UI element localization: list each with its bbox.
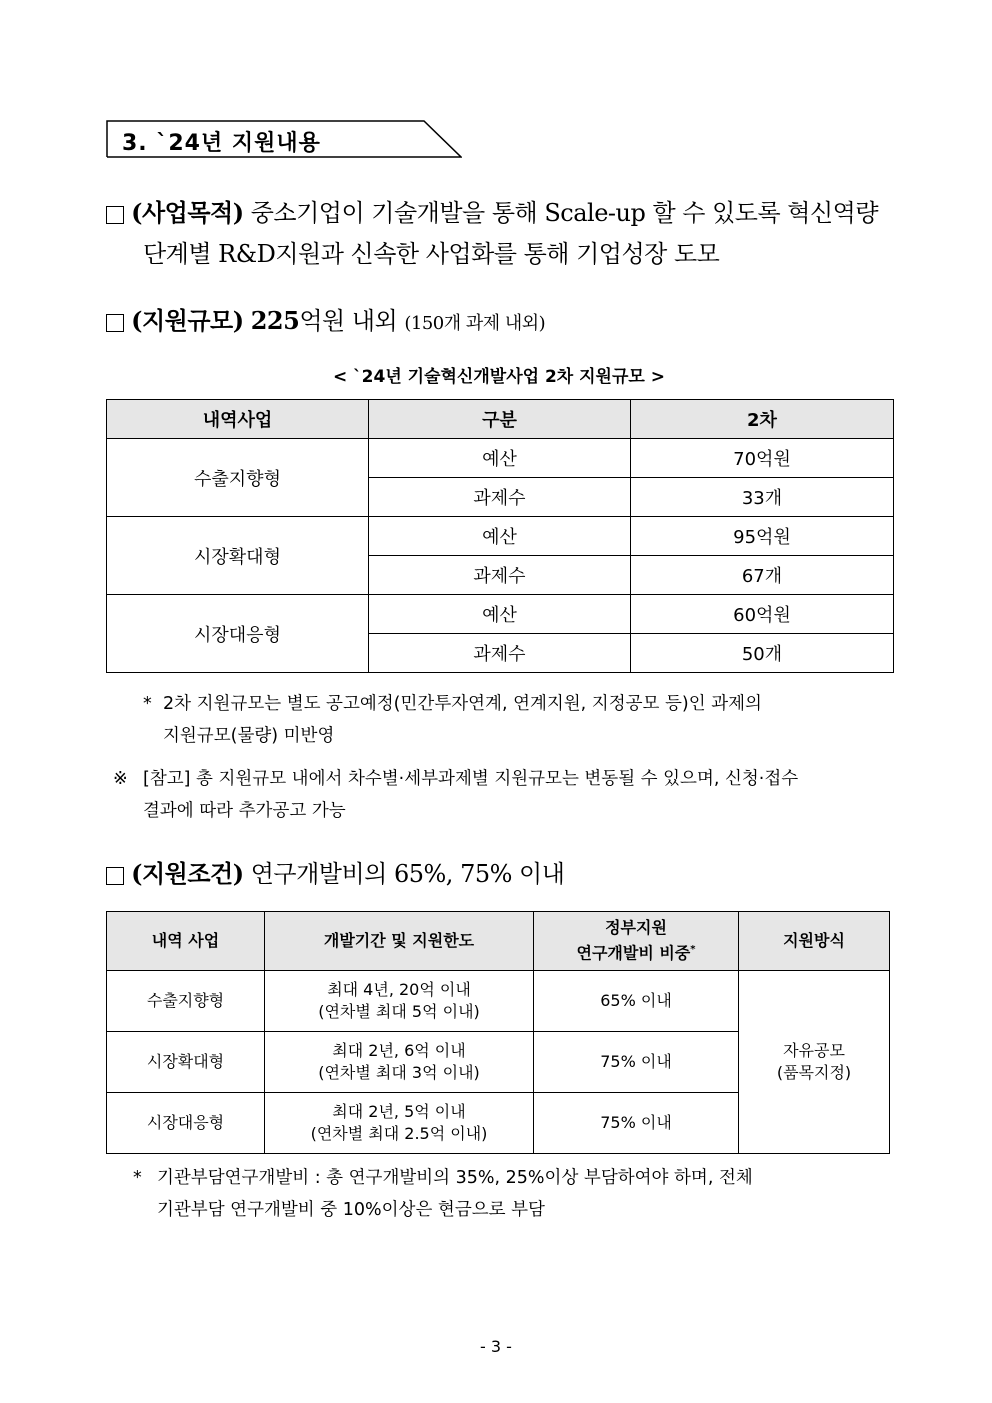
method-line: (품목지정): [776, 1063, 852, 1082]
value-cell: 67개: [631, 556, 894, 595]
note3-line1: 기관부담연구개발비 : 총 연구개발비의 35%, 25%이상 부담하여야 하며, 전체: [157, 1168, 753, 1188]
period-line: 최대 4년, 20억 이내: [327, 980, 471, 999]
scale-label: (지원규모): [131, 306, 244, 335]
category-cell: 예산: [369, 595, 631, 634]
scale-amount-text: 억원 내외: [299, 307, 398, 335]
scale-line: [106, 303, 545, 342]
category-cell: 과제수: [369, 634, 631, 673]
header-cell: 개발기간 및 지원한도: [265, 912, 534, 971]
value-cell: 95억원: [631, 517, 894, 556]
checkbox-square-icon: [106, 867, 124, 885]
method-line: 자유공모: [783, 1041, 845, 1060]
period-cell: [265, 1093, 534, 1154]
period-cell: [265, 971, 534, 1032]
conditions-label: (지원조건): [131, 859, 244, 888]
period-line: (연차별 최대 2.5억 이내): [310, 1124, 488, 1143]
table-header-row: [107, 400, 894, 439]
program-name: 시장확대형: [107, 1032, 265, 1093]
header-cell: [534, 912, 739, 971]
program-name: 수출지향형: [107, 971, 265, 1032]
table-row: [107, 517, 894, 556]
conditions-line: [106, 856, 564, 892]
header-text: 연구개발비 비중: [576, 943, 691, 963]
footnote-mark: *: [690, 944, 696, 956]
category-cell: 예산: [369, 517, 631, 556]
checkbox-square-icon: [106, 206, 124, 224]
period-line: 최대 2년, 5억 이내: [332, 1102, 466, 1121]
program-name: 수출지향형: [107, 439, 369, 517]
header-cell: 지원방식: [739, 912, 890, 971]
note2-mark: ※: [113, 769, 128, 789]
purpose-line2: 단계별 R&D지원과 신속한 사업화를 통해 기업성장 도모: [143, 240, 720, 268]
program-name: 시장확대형: [107, 517, 369, 595]
value-cell: 60억원: [631, 595, 894, 634]
ratio-cell: 75% 이내: [534, 1093, 739, 1154]
note3-mark: *: [133, 1168, 142, 1188]
note3-line2: 기관부담 연구개발비 중 10%이상은 현금으로 부담: [157, 1200, 545, 1220]
scale-sub: (150개 과제 내외): [404, 313, 546, 334]
category-cell: 과제수: [369, 556, 631, 595]
header-cell: 내역사업: [107, 400, 369, 439]
purpose-text1: 중소기업이 기술개발을 통해 Scale-up 할 수 있도록 혁신역량: [250, 199, 878, 227]
category-cell: 예산: [369, 439, 631, 478]
ratio-cell: 65% 이내: [534, 971, 739, 1032]
support-conditions-table: [106, 911, 890, 1154]
category-cell: 과제수: [369, 478, 631, 517]
table-row: [107, 439, 894, 478]
header-cell: 구분: [369, 400, 631, 439]
ratio-cell: 75% 이내: [534, 1032, 739, 1093]
period-line: 최대 2년, 6억 이내: [332, 1041, 466, 1060]
table1-caption: < `24년 기술혁신개발사업 2차 지원규모 >: [333, 367, 665, 387]
checkbox-square-icon: [106, 314, 124, 332]
scale-amount-num: 225: [250, 306, 300, 335]
purpose-label: (사업목적): [131, 198, 244, 227]
purpose-line1: [106, 195, 878, 231]
note2-line1: [참고] 총 지원규모 내에서 차수별·세부과제별 지원규모는 변동될 수 있으며, 신청·접수: [143, 769, 799, 789]
value-cell: 33개: [631, 478, 894, 517]
method-cell: [739, 971, 890, 1154]
header-line: 정부지원: [605, 918, 667, 938]
section-header: [106, 120, 462, 158]
period-line: (연차별 최대 5억 이내): [318, 1002, 480, 1021]
header-line: [534, 939, 738, 964]
conditions-text: 연구개발비의 65%, 75% 이내: [250, 860, 565, 888]
period-line: (연차별 최대 3억 이내): [318, 1063, 480, 1082]
note1-line2: 지원규모(물량) 미반영: [163, 726, 335, 746]
program-name: 시장대응형: [107, 1093, 265, 1154]
note1-mark: *: [143, 694, 152, 714]
period-cell: [265, 1032, 534, 1093]
table-row: [107, 595, 894, 634]
note2-line2: 결과에 따라 추가공고 가능: [143, 801, 346, 821]
program-name: 시장대응형: [107, 595, 369, 673]
header-cell: 2차: [631, 400, 894, 439]
note1-line1: 2차 지원규모는 별도 공고예정(민간투자연계, 연계지원, 지정공모 등)인 과제의: [163, 694, 762, 714]
value-cell: 50개: [631, 634, 894, 673]
value-cell: 70억원: [631, 439, 894, 478]
section-title: 3. `24년 지원내용: [122, 131, 321, 156]
support-scale-table: [106, 399, 894, 673]
page-number: - 3 -: [480, 1337, 512, 1356]
table-header-row: [107, 912, 890, 971]
header-cell: 내역 사업: [107, 912, 265, 971]
table-row: [107, 971, 890, 1032]
